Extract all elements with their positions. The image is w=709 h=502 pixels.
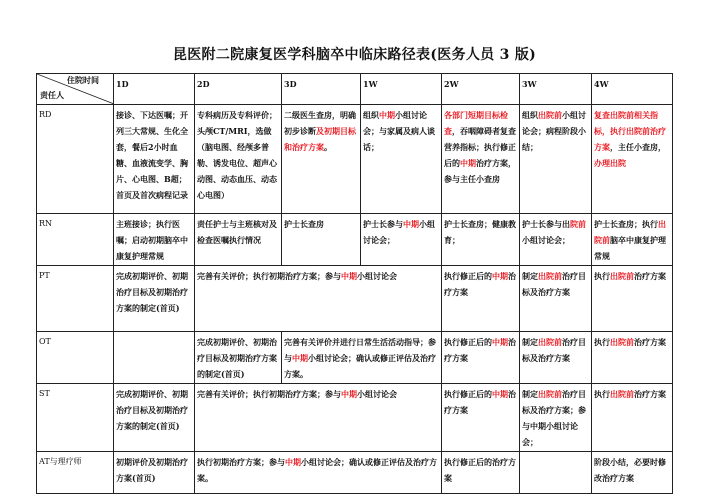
cell-st-3w: 制定出院前治疗目标及治疗方案；参与中期小组讨论会； xyxy=(520,384,592,452)
cell-at-2w: 执行修正后的治疗方案 xyxy=(442,452,520,494)
cell-rn-2w: 护士长查房；健康教育； xyxy=(442,214,520,266)
column-header-1w: 1W xyxy=(361,74,442,105)
column-header-4w: 4W xyxy=(592,74,673,105)
cell-ot-2w: 执行修正后的中期治疗方案 xyxy=(442,332,520,384)
cell-rn-3d: 护士长查房 xyxy=(282,214,361,266)
cell-pt-2w: 执行修正后的中期治疗方案 xyxy=(442,266,520,332)
cell-rn-2d: 责任护士与主班核对及检查医嘱执行情况 xyxy=(195,214,282,266)
column-header-3w: 3W xyxy=(520,74,592,105)
cell-pt-3w: 制定出院前治疗目标及治疗方案 xyxy=(520,266,592,332)
cell-rd-3d: 二级医生查房，明确初步诊断及初期目标和治疗方案。 xyxy=(282,105,361,214)
table-row-pt xyxy=(37,266,673,332)
cell-st-1d: 完成初期评价、初期治疗目标及初期治疗方案的制定(首页) xyxy=(114,384,195,452)
cell-st-2d-1w: 完善有关评价；执行初期治疗方案；参与中期小组讨论会 xyxy=(195,384,442,452)
cell-st-4w: 执行出院前治疗方案 xyxy=(592,384,673,452)
cell-ot-4w: 执行出院前治疗方案 xyxy=(592,332,673,384)
cell-rn-1d: 主班接诊；执行医嘱；启动初期脑卒中康复护理常规 xyxy=(114,214,195,266)
column-header-3d: 3D xyxy=(282,74,361,105)
row-label-st: ST xyxy=(37,384,114,452)
corner-header-cell xyxy=(37,74,114,105)
cell-at-4w: 阶段小结，必要时修改治疗方案 xyxy=(592,452,673,494)
table-row-at xyxy=(37,452,673,494)
cell-pt-4w: 执行出院前治疗方案 xyxy=(592,266,673,332)
corner-label-role: 责任人 xyxy=(40,90,64,100)
cell-ot-2d: 完成初期评价、初期治疗目标及初期治疗方案的制定(首页) xyxy=(195,332,282,384)
cell-rd-2d: 专科病历及专科评价；头颅CT/MRI，选做（脑电图、经颅多普勒、诱发电位、超声心动图、动态血压、动态心电图） xyxy=(195,105,282,214)
table-row-rd xyxy=(37,105,673,214)
cell-rd-1d: 接诊、下达医嘱；开列三大常规、生化全套，餐后2小时血糖、血液流变学、胸片、心电图、B超；首页及首次病程记录 xyxy=(114,105,195,214)
cell-at-1d: 初期评价及初期治疗方案(首页) xyxy=(114,452,195,494)
cell-rd-2w: 各部门短期目标检查，吞咽障碍者复查营养指标；执行修正后的中期治疗方案，参与主任小查房 xyxy=(442,105,520,214)
table-row-ot xyxy=(37,332,673,384)
cell-rn-4w: 护士长查房；执行出院前脑卒中康复护理常规 xyxy=(592,214,673,266)
row-label-rd: RD xyxy=(37,105,114,214)
page-title: 昆医附二院康复医学科脑卒中临床路径表(医务人员 3 版) xyxy=(172,47,537,63)
cell-rn-1w: 护士长参与中期小组讨论会； xyxy=(361,214,442,266)
cell-rn-3w: 护士长参与出院前小组讨论会； xyxy=(520,214,592,266)
cell-st-2w: 执行修正后的中期治疗方案 xyxy=(442,384,520,452)
row-label-pt: PT xyxy=(37,266,114,332)
row-label-rn: RN xyxy=(37,214,114,266)
cell-at-2d-1w: 执行初期治疗方案；参与中期小组讨论会；确认或修正评估及治疗方案。 xyxy=(195,452,442,494)
column-header-2d: 2D xyxy=(195,74,282,105)
header-row xyxy=(37,74,673,105)
cell-rd-4w: 复查出院前相关指标，执行出院前治疗方案，主任小查房，办理出院 xyxy=(592,105,673,214)
cell-rd-1w: 组织中期小组讨论会；与家属及病人谈话； xyxy=(361,105,442,214)
cell-rd-3w: 组织出院前小组讨论会；病程阶段小结； xyxy=(520,105,592,214)
clinical-pathway-table xyxy=(36,73,673,494)
cell-ot-1d xyxy=(114,332,195,384)
row-label-ot: OT xyxy=(37,332,114,384)
cell-pt-2d-1w: 完善有关评价；执行初期治疗方案；参与中期小组讨论会 xyxy=(195,266,442,332)
row-label-at: AT与理疗师 xyxy=(37,452,114,494)
table-row-rn xyxy=(37,214,673,266)
cell-at-3w xyxy=(520,452,592,494)
column-header-1d: 1D xyxy=(114,74,195,105)
table-row-st xyxy=(37,384,673,452)
cell-pt-1d: 完成初期评价、初期治疗目标及初期治疗方案的制定(首页) xyxy=(114,266,195,332)
cell-ot-3d-1w: 完善有关评价并进行日常生活活动指导；参与中期小组讨论会；确认或修正评估及治疗方案。 xyxy=(282,332,442,384)
corner-label-time: 住院时间 xyxy=(67,75,99,85)
cell-ot-3w: 制定出院前治疗目标及治疗方案 xyxy=(520,332,592,384)
column-header-2w: 2W xyxy=(442,74,520,105)
